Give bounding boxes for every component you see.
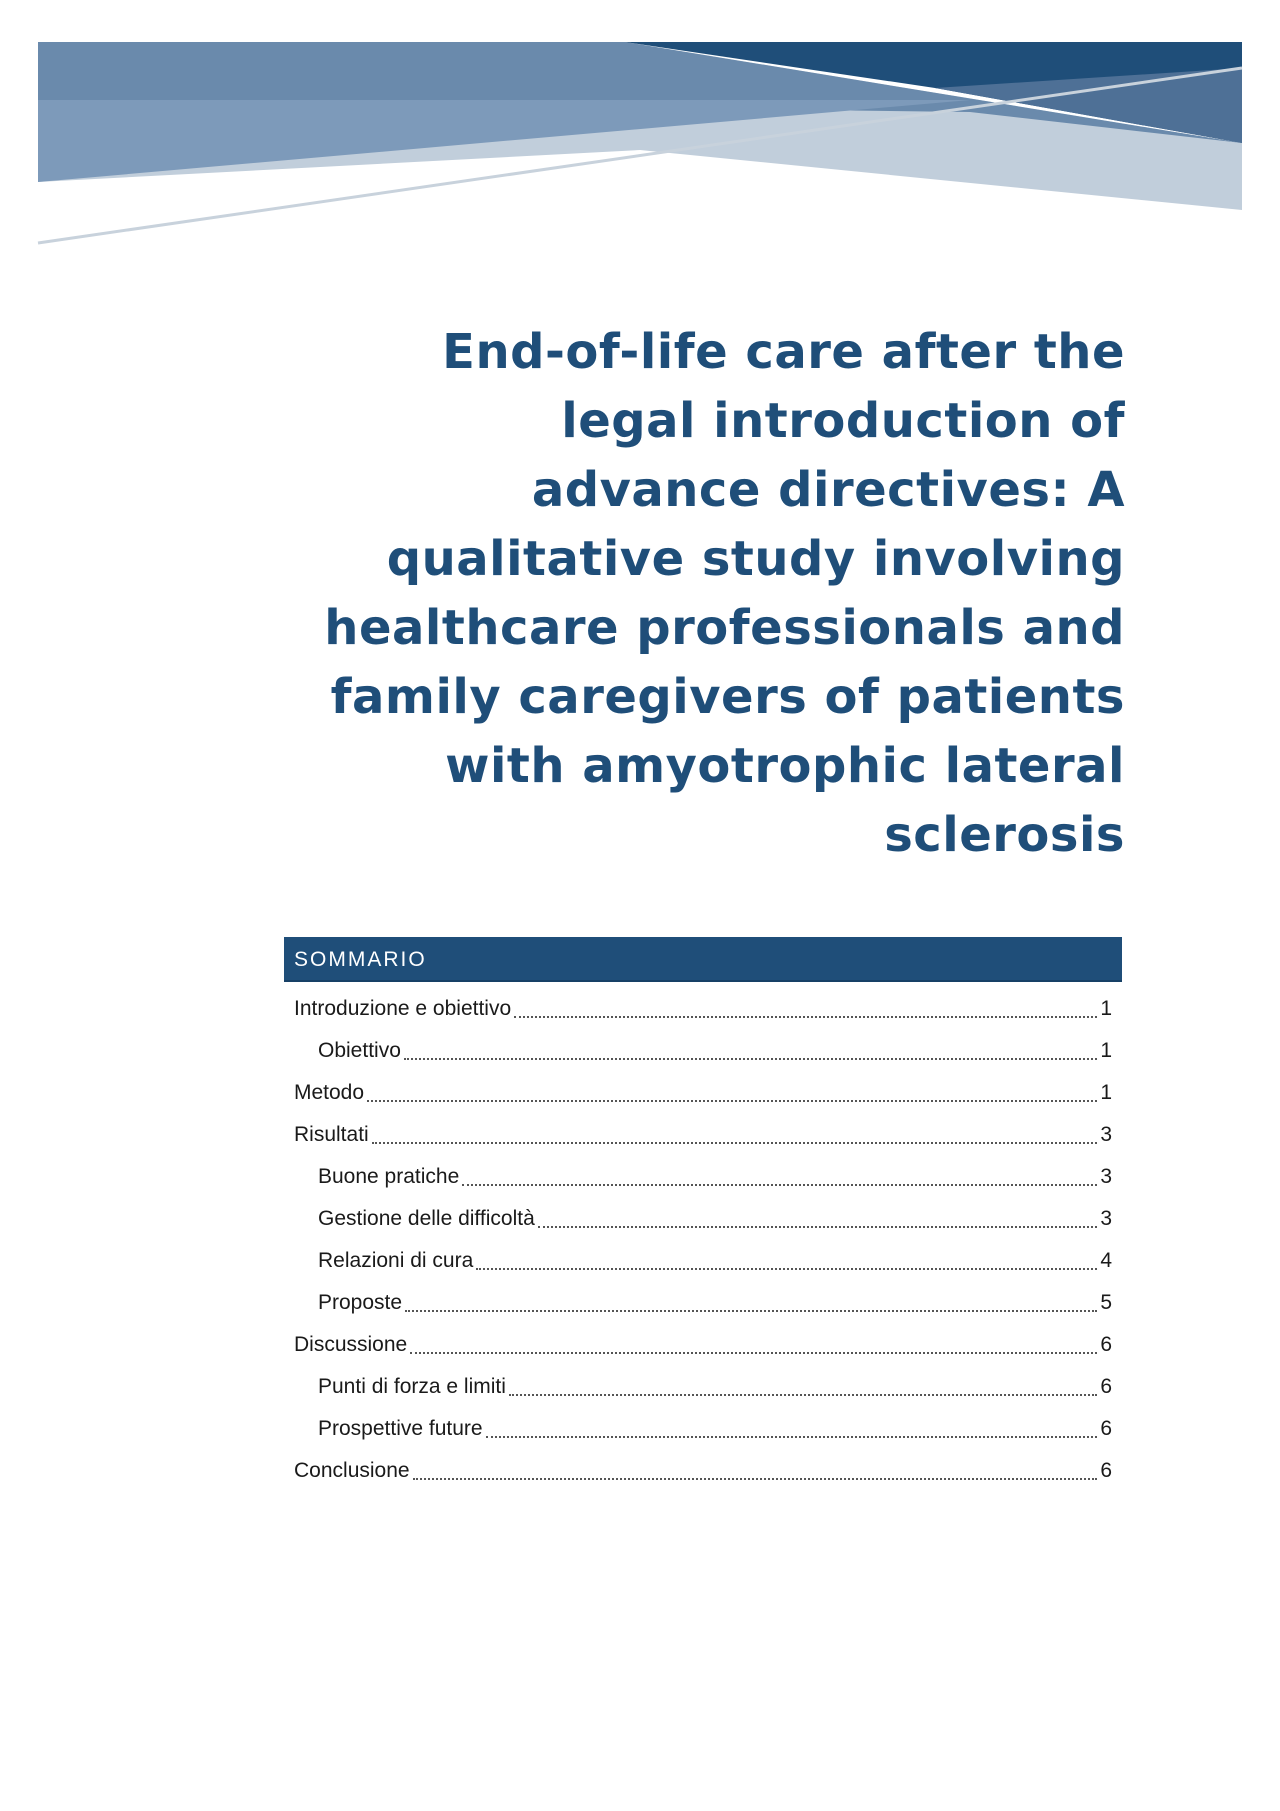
- toc-entry-label: Prospettive future: [318, 1417, 483, 1440]
- toc-dot-leader: [462, 1184, 1097, 1186]
- toc-entry-label: Relazioni di cura: [318, 1249, 474, 1272]
- toc-entry-label: Proposte: [318, 1291, 403, 1314]
- toc-dot-leader: [372, 1142, 1098, 1144]
- toc-page-number: 1: [1100, 1039, 1112, 1062]
- toc-entry-label: Buone pratiche: [318, 1165, 460, 1188]
- toc-page-number: 4: [1100, 1249, 1112, 1272]
- toc-dot-leader: [514, 1016, 1097, 1018]
- toc-entry-relazioni-di-cura[interactable]: [284, 1240, 1122, 1282]
- toc-entry-buone-pratiche[interactable]: [284, 1156, 1122, 1198]
- toc-entry-label: Punti di forza e limiti: [318, 1375, 506, 1398]
- toc-entry-discussione[interactable]: [284, 1324, 1122, 1366]
- title-line: End-of-life care after the: [442, 324, 1125, 380]
- title-line: with amyotrophic lateral: [445, 738, 1125, 794]
- toc-entry-label: Risultati: [294, 1123, 369, 1146]
- toc-entry-gestione-delle-difficolta[interactable]: [284, 1198, 1122, 1240]
- toc-page-number: 6: [1100, 1375, 1112, 1398]
- toc-entry-obiettivo[interactable]: [284, 1030, 1122, 1072]
- toc-entry-label: Gestione delle difficoltà: [318, 1207, 535, 1230]
- toc-entry-punti-di-forza-e-limiti[interactable]: [284, 1366, 1122, 1408]
- toc-dot-leader: [405, 1310, 1097, 1312]
- title-line: family caregivers of patients: [330, 669, 1125, 725]
- toc-page-number: 6: [1100, 1417, 1112, 1440]
- toc-list: [284, 982, 1122, 1492]
- title-line: qualitative study involving: [386, 531, 1125, 587]
- toc-entry-introduzione-e-obiettivo[interactable]: [284, 988, 1122, 1030]
- toc-dot-leader: [410, 1352, 1097, 1354]
- toc-entry-risultati[interactable]: [284, 1114, 1122, 1156]
- header-banner-graphic: [0, 0, 1280, 260]
- toc-entry-proposte[interactable]: [284, 1282, 1122, 1324]
- toc-page-number: 1: [1100, 997, 1112, 1020]
- document-title: [240, 318, 1125, 870]
- title-line: advance directives: A: [531, 462, 1125, 518]
- toc-dot-leader: [476, 1268, 1097, 1270]
- toc-entry-label: Introduzione e obiettivo: [294, 997, 512, 1020]
- toc-entry-label: Conclusione: [294, 1459, 410, 1482]
- toc-page-number: 6: [1100, 1459, 1112, 1482]
- toc-page-number: 1: [1100, 1081, 1112, 1104]
- toc-entry-label: Metodo: [294, 1081, 365, 1104]
- toc-entry-prospettive-future[interactable]: [284, 1408, 1122, 1450]
- toc-dot-leader: [404, 1058, 1097, 1060]
- toc-page-number: 3: [1100, 1123, 1112, 1146]
- toc-header: SOMMARIO: [284, 937, 1122, 982]
- toc-entry-label: Discussione: [294, 1333, 408, 1356]
- toc-page-number: 5: [1100, 1291, 1112, 1314]
- table-of-contents: [284, 937, 1122, 1492]
- toc-dot-leader: [486, 1436, 1098, 1438]
- title-line: legal introduction of: [561, 393, 1125, 449]
- toc-dot-leader: [509, 1394, 1097, 1396]
- toc-dot-leader: [538, 1226, 1098, 1228]
- toc-entry-metodo[interactable]: [284, 1072, 1122, 1114]
- toc-entry-label: Obiettivo: [318, 1039, 401, 1062]
- toc-page-number: 3: [1100, 1165, 1112, 1188]
- toc-dot-leader: [413, 1478, 1098, 1480]
- toc-entry-conclusione[interactable]: [284, 1450, 1122, 1492]
- title-line: healthcare professionals and: [324, 600, 1125, 656]
- toc-dot-leader: [367, 1100, 1097, 1102]
- toc-page-number: 6: [1100, 1333, 1112, 1356]
- title-line: sclerosis: [884, 807, 1125, 863]
- toc-page-number: 3: [1100, 1207, 1112, 1230]
